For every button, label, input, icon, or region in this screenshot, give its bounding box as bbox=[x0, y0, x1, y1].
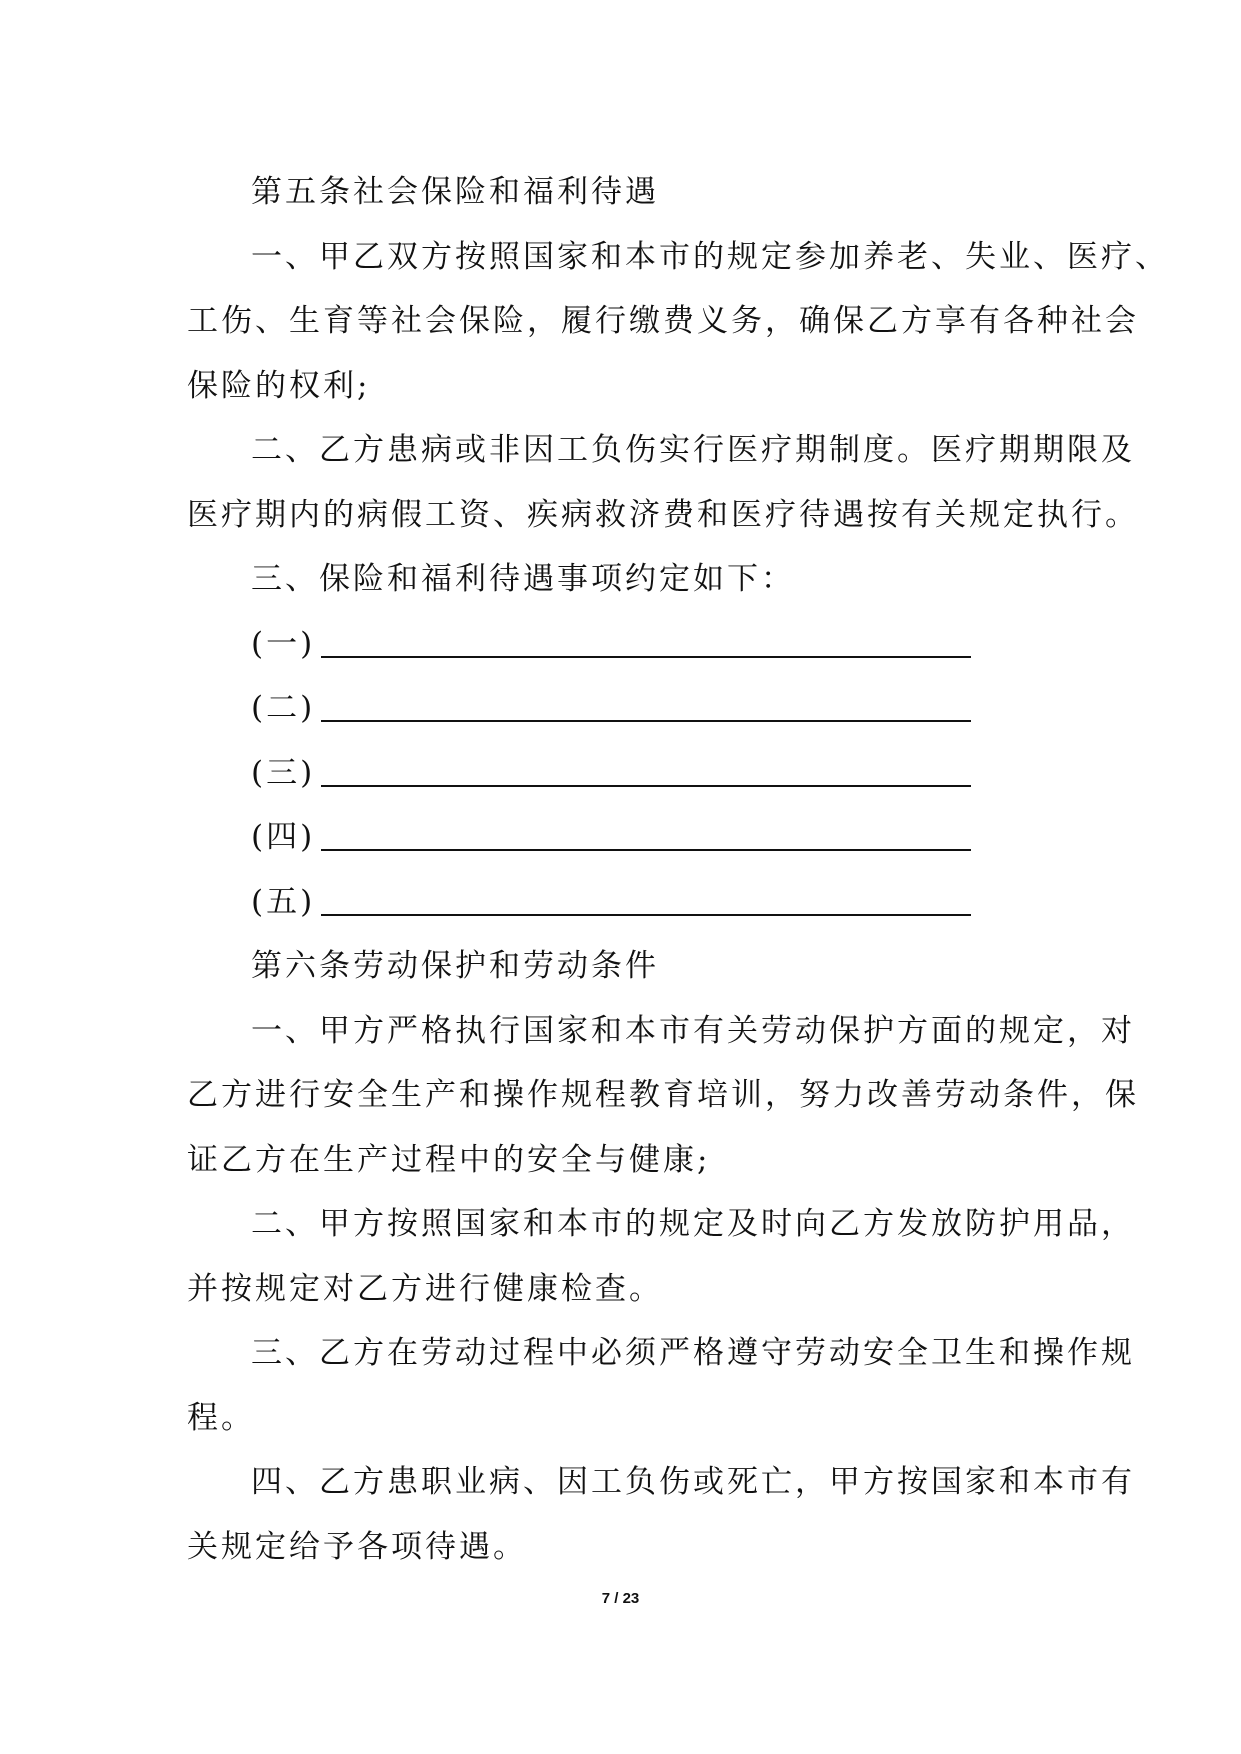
blank-fill-line bbox=[321, 784, 971, 787]
document-body bbox=[187, 160, 1169, 1579]
blank-fill-line bbox=[321, 848, 971, 851]
paragraph-line: 保险的权利; bbox=[187, 367, 371, 404]
paragraph-line: 二、乙方患病或非因工负伤实行医疗期制度。医疗期期限及 bbox=[251, 432, 1135, 468]
paragraph-line: 医疗期内的病假工资、疾病救济费和医疗待遇按有关规定执行。 bbox=[187, 496, 1139, 533]
paragraph-line: 关规定给予各项待遇。 bbox=[187, 1528, 527, 1565]
blank-field-row bbox=[187, 741, 1087, 806]
paragraph-line: 三、保险和福利待遇事项约定如下： bbox=[251, 561, 795, 597]
paragraph-line: 三、乙方在劳动过程中必须严格遵守劳动安全卫生和操作规 bbox=[251, 1335, 1135, 1371]
blank-field-row bbox=[187, 676, 1087, 741]
paragraph-line: 一、甲方严格执行国家和本市有关劳动保护方面的规定，对 bbox=[251, 1012, 1135, 1049]
paragraph-line: 并按规定对乙方进行健康检查。 bbox=[187, 1270, 663, 1307]
blank-field-label: (一) bbox=[251, 625, 316, 662]
blank-fill-line bbox=[321, 913, 971, 916]
blank-fill-line bbox=[321, 719, 971, 722]
paragraph-line: 乙方进行安全生产和操作规程教育培训，努力改善劳动条件，保 bbox=[187, 1077, 1139, 1113]
blank-field-label: (二) bbox=[251, 690, 316, 726]
paragraph-line: 二、甲方按照国家和本市的规定及时向乙方发放防护用品， bbox=[251, 1206, 1135, 1242]
blank-field-label: (三) bbox=[251, 754, 316, 791]
blank-field-label: (五) bbox=[251, 883, 316, 920]
blank-field-row bbox=[187, 805, 1087, 870]
section-heading: 第五条社会保险和福利待遇 bbox=[251, 174, 659, 210]
blank-fill-line bbox=[321, 655, 971, 658]
blank-field-label: (四) bbox=[251, 819, 316, 855]
blank-field-row bbox=[187, 612, 1087, 677]
paragraph-line: 证乙方在生产过程中的安全与健康; bbox=[187, 1141, 711, 1178]
paragraph-line: 工伤、生育等社会保险，履行缴费义务，确保乙方享有各种社会 bbox=[187, 303, 1139, 339]
section-heading: 第六条劳动保护和劳动条件 bbox=[251, 948, 659, 984]
paragraph-line: 四、乙方患职业病、因工负伤或死亡，甲方按国家和本市有 bbox=[251, 1464, 1135, 1500]
page-number: 7 / 23 bbox=[601, 1590, 640, 1607]
blank-field-row bbox=[187, 870, 1087, 935]
paragraph-line: 一、甲乙双方按照国家和本市的规定参加养老、失业、医疗、 bbox=[251, 238, 1169, 275]
paragraph-line: 程。 bbox=[187, 1399, 255, 1436]
